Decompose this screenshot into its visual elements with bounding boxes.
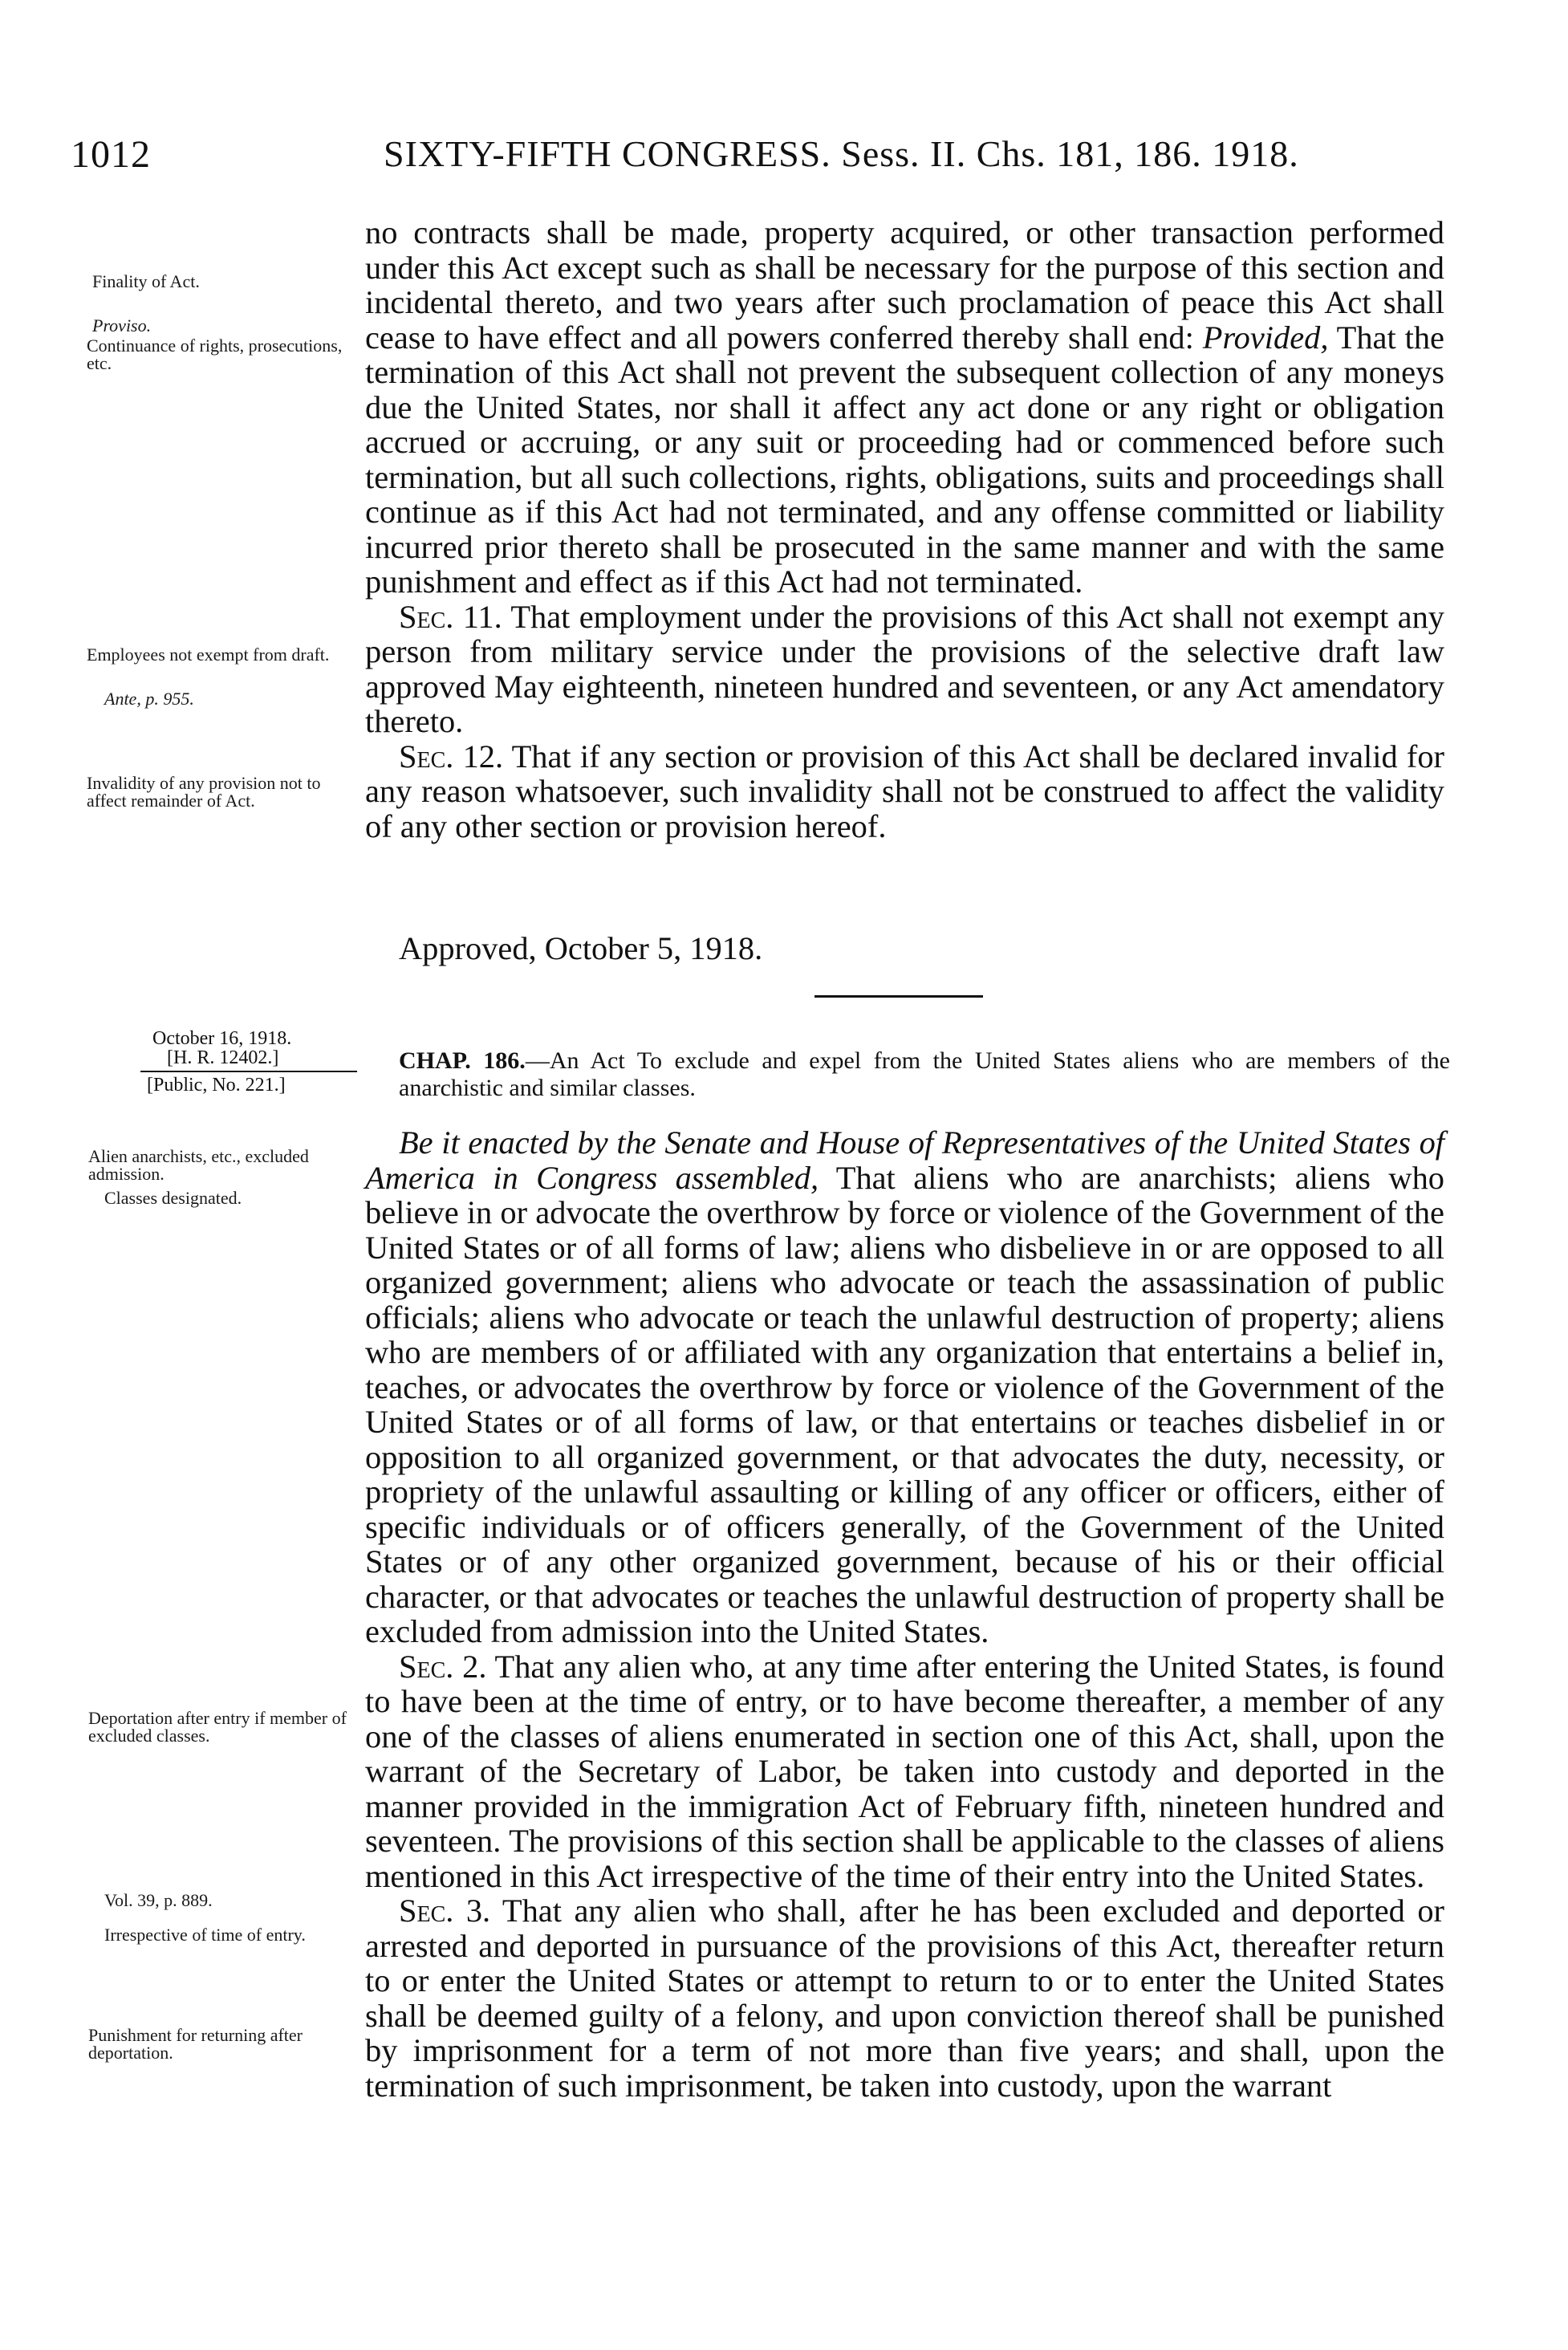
sec-11-label: Sec. 11. (399, 598, 502, 635)
sec-11-text: That employment under the provisions of this Act shall not exempt any person from military service under the provisions of the selective draft law approved May eighteenth, nineteen hundred and seventeen, or any Act amendatory thereto. (365, 598, 1444, 739)
citation-rule (140, 1071, 357, 1072)
act-date: October 16, 1918. (152, 1028, 292, 1049)
section-divider (814, 995, 983, 998)
margin-note-irrespective: Irrespective of time of entry. (104, 1925, 306, 1945)
margin-note-alien-anarchists: Alien anarchists, etc., excluded admission. (88, 1146, 309, 1184)
margin-note-punishment: Punishment for returning after deportation. (88, 2025, 303, 2063)
margin-note-invalidity: Invalidity of any provision not to affect remainder of Act. (87, 773, 321, 811)
sec-2-label: Sec. 2. (399, 1648, 487, 1685)
sec-12-text: That if any section or provision of this Act shall be declared invalid for any reason whatsoever, such invalidity shall not be construed to affect the validity of any other section or provision hereof. (365, 738, 1444, 844)
para-termination: no contracts shall be made, property acquired, or other transaction performed under this Act except such as shall be necessary for the purpose of this section and incidental thereto, and two years after such proclamation of peace this Act shall cease to have effect and all powers conferred thereby shall end: (365, 214, 1444, 356)
sec-3-text: That any alien who shall, after he has been excluded and deported or arrested and deported in pursuance of the provisions of this Act, thereafter return to or enter the United States or attempt to return to or to enter the United States shall be deemed guilty of a felony, and upon conviction thereof shall be punished by imprisonment for a term of not more than five years; and shall, upon the termination of such imprisonment, be taken into custody, upon the warrant (365, 1893, 1444, 2104)
sec-3-label: Sec. 3. (399, 1893, 491, 1929)
chapter-186-text (365, 1125, 1444, 2103)
provided-word: Provided, (1202, 319, 1329, 356)
page-number: 1012 (71, 133, 151, 176)
margin-note-classes: Classes designated. (104, 1188, 242, 1208)
public-law-number: [Public, No. 221.] (147, 1075, 286, 1096)
margin-note-vol: Vol. 39, p. 889. (104, 1890, 213, 1910)
margin-note-continuance: Continuance of rights, prosecutions, etc. (87, 335, 343, 373)
para-termination-rest: That the termination of this Act shall not prevent the subsequent collection of any moneys due the United States, nor shall it affect any act done or any right or obligation accrued or accruing, or any suit or proceeding had or commenced before such termination, but all such collections, rights, obligations, suits and proceedings shall continue as if this Act had not terminated, and any offense committed or liability incurred prior thereto shall be prosecuted in the same manner and with the same punishment and effect as if this Act had not terminated. (365, 319, 1444, 600)
chapter-label: CHAP. 186. (399, 1047, 526, 1074)
enacting-clause: Be it enacted by the Senate and House of Representatives of the United States of America in Congress assembled, (365, 1124, 1444, 1196)
margin-note-proviso: Proviso. (92, 315, 152, 335)
margin-note-employees: Employees not exempt from draft. (87, 644, 330, 665)
margin-note-ante: Ante, p. 955. (104, 689, 194, 709)
approved-line: Approved, October 5, 1918. (399, 930, 763, 966)
margin-note-deportation: Deportation after entry if member of excluded classes. (88, 1708, 347, 1746)
sec-1-text: That aliens who are anarchists; aliens who believe in or advocate the overthrow by force or violence of the Government of the United States or of all forms of law; aliens who disbelieve in or are opposed to all organized government; aliens who advocate or teach the assassination of public officials; aliens who advocate or teach the unlawful destruction of property; aliens who are members of or affiliated with any organization that entertains a belief in, teaches, or advocates the overthrow by force or violence of the Government of the United States or of all forms of law, or that entertains or teaches disbelief in or opposition to all organized government, or that advocates the duty, necessity, or propriety of the unlawful assaulting or killing of any officer or officers, either of specific individuals or of officers generally, of the Government of the United States or of any other organized government, because of his or their official character, or that advocates or teaches the unlawful destruction of property shall be excluded from admission into the United States. (365, 1159, 1444, 1649)
running-title: SIXTY-FIFTH CONGRESS. Sess. II. Chs. 181, 186. 1918. (384, 133, 1299, 174)
chapter-186-heading (399, 1047, 1450, 1102)
chapter-title: —An Act To exclude and expel from the United States aliens who are members of the anarchistic and similar classes. (399, 1047, 1450, 1101)
sec-12-label: Sec. 12. (399, 738, 504, 775)
page-header (71, 132, 1467, 181)
chapter-181-text (365, 215, 1444, 844)
margin-note-finality: Finality of Act. (92, 271, 200, 291)
sec-2-text: That any alien who, at any time after entering the United States, is found to have been at the time of entry, or to have become thereafter, a member of any one of the classes of aliens enumerated in section one of this Act, shall, upon the warrant of the Secretary of Labor, be taken into custody and deported in the manner provided in the immigration Act of February fifth, nineteen hundred and seventeen. The provisions of this section shall be applicable to the classes of aliens mentioned in this Act irrespective of the time of their entry into the United States. (365, 1648, 1444, 1894)
bill-number: [H. R. 12402.] (167, 1047, 279, 1068)
